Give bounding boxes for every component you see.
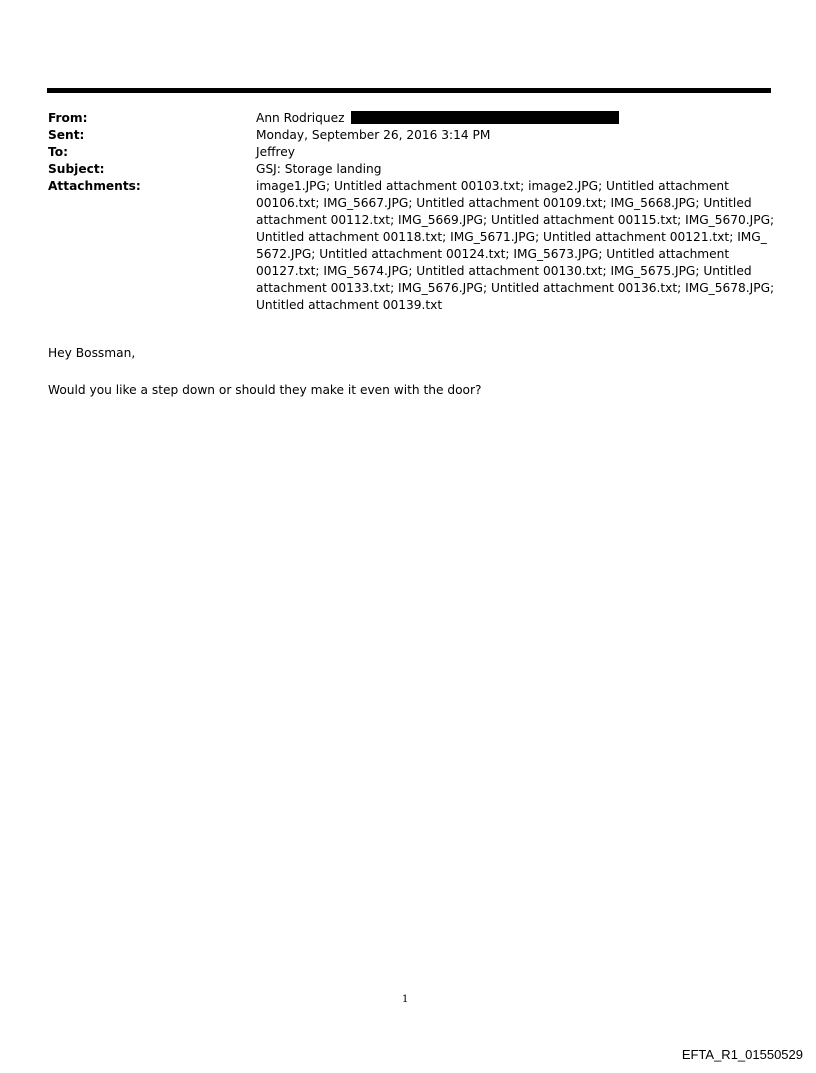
to-row	[48, 144, 768, 161]
redaction-box	[351, 111, 619, 124]
email-header	[48, 110, 775, 314]
attachments-line: attachment 00133.txt; IMG_5676.JPG; Untitled attachment 00136.txt; IMG_5678.JPG;	[256, 281, 775, 295]
attachments-line: attachment 00112.txt; IMG_5669.JPG; Untitled attachment 00115.txt; IMG_5670.JPG;	[256, 213, 775, 227]
attachments-line: Untitled attachment 00118.txt; IMG_5671.JPG; Untitled attachment 00121.txt; IMG_	[256, 230, 767, 244]
header-rule	[47, 88, 771, 93]
footer-id: EFTA_R1_01550529	[681, 1047, 803, 1062]
attachments-line: image1.JPG; Untitled attachment 00103.txt; image2.JPG; Untitled attachment	[256, 179, 729, 193]
sent-label: Sent:	[48, 128, 85, 142]
page-number: 1	[402, 994, 409, 1005]
subject-value: GSJ: Storage landing	[256, 162, 382, 176]
body-paragraph: Would you like a step down or should they make it even with the door?	[48, 383, 482, 397]
to-value: Jeffrey	[256, 145, 295, 159]
subject-row	[48, 161, 768, 178]
attachments-label: Attachments:	[48, 179, 141, 193]
attachments-list	[256, 178, 774, 314]
from-value: Ann Rodriquez	[256, 111, 345, 125]
greeting: Hey Bossman,	[48, 346, 136, 360]
subject-label: Subject:	[48, 162, 105, 176]
attachments-line: 00127.txt; IMG_5674.JPG; Untitled attachment 00130.txt; IMG_5675.JPG; Untitled	[256, 264, 752, 278]
sent-row	[48, 127, 768, 144]
from-label: From:	[48, 111, 88, 125]
email-body	[48, 345, 481, 419]
sent-value: Monday, September 26, 2016 3:14 PM	[256, 128, 491, 142]
to-label: To:	[48, 145, 68, 159]
attachments-line: Untitled attachment 00139.txt	[256, 298, 443, 312]
attachments-line: 00106.txt; IMG_5667.JPG; Untitled attachment 00109.txt; IMG_5668.JPG; Untitled	[256, 196, 752, 210]
attachments-row	[48, 178, 775, 314]
from-row	[48, 110, 768, 127]
attachments-line: 5672.JPG; Untitled attachment 00124.txt; IMG_5673.JPG; Untitled attachment	[256, 247, 730, 261]
